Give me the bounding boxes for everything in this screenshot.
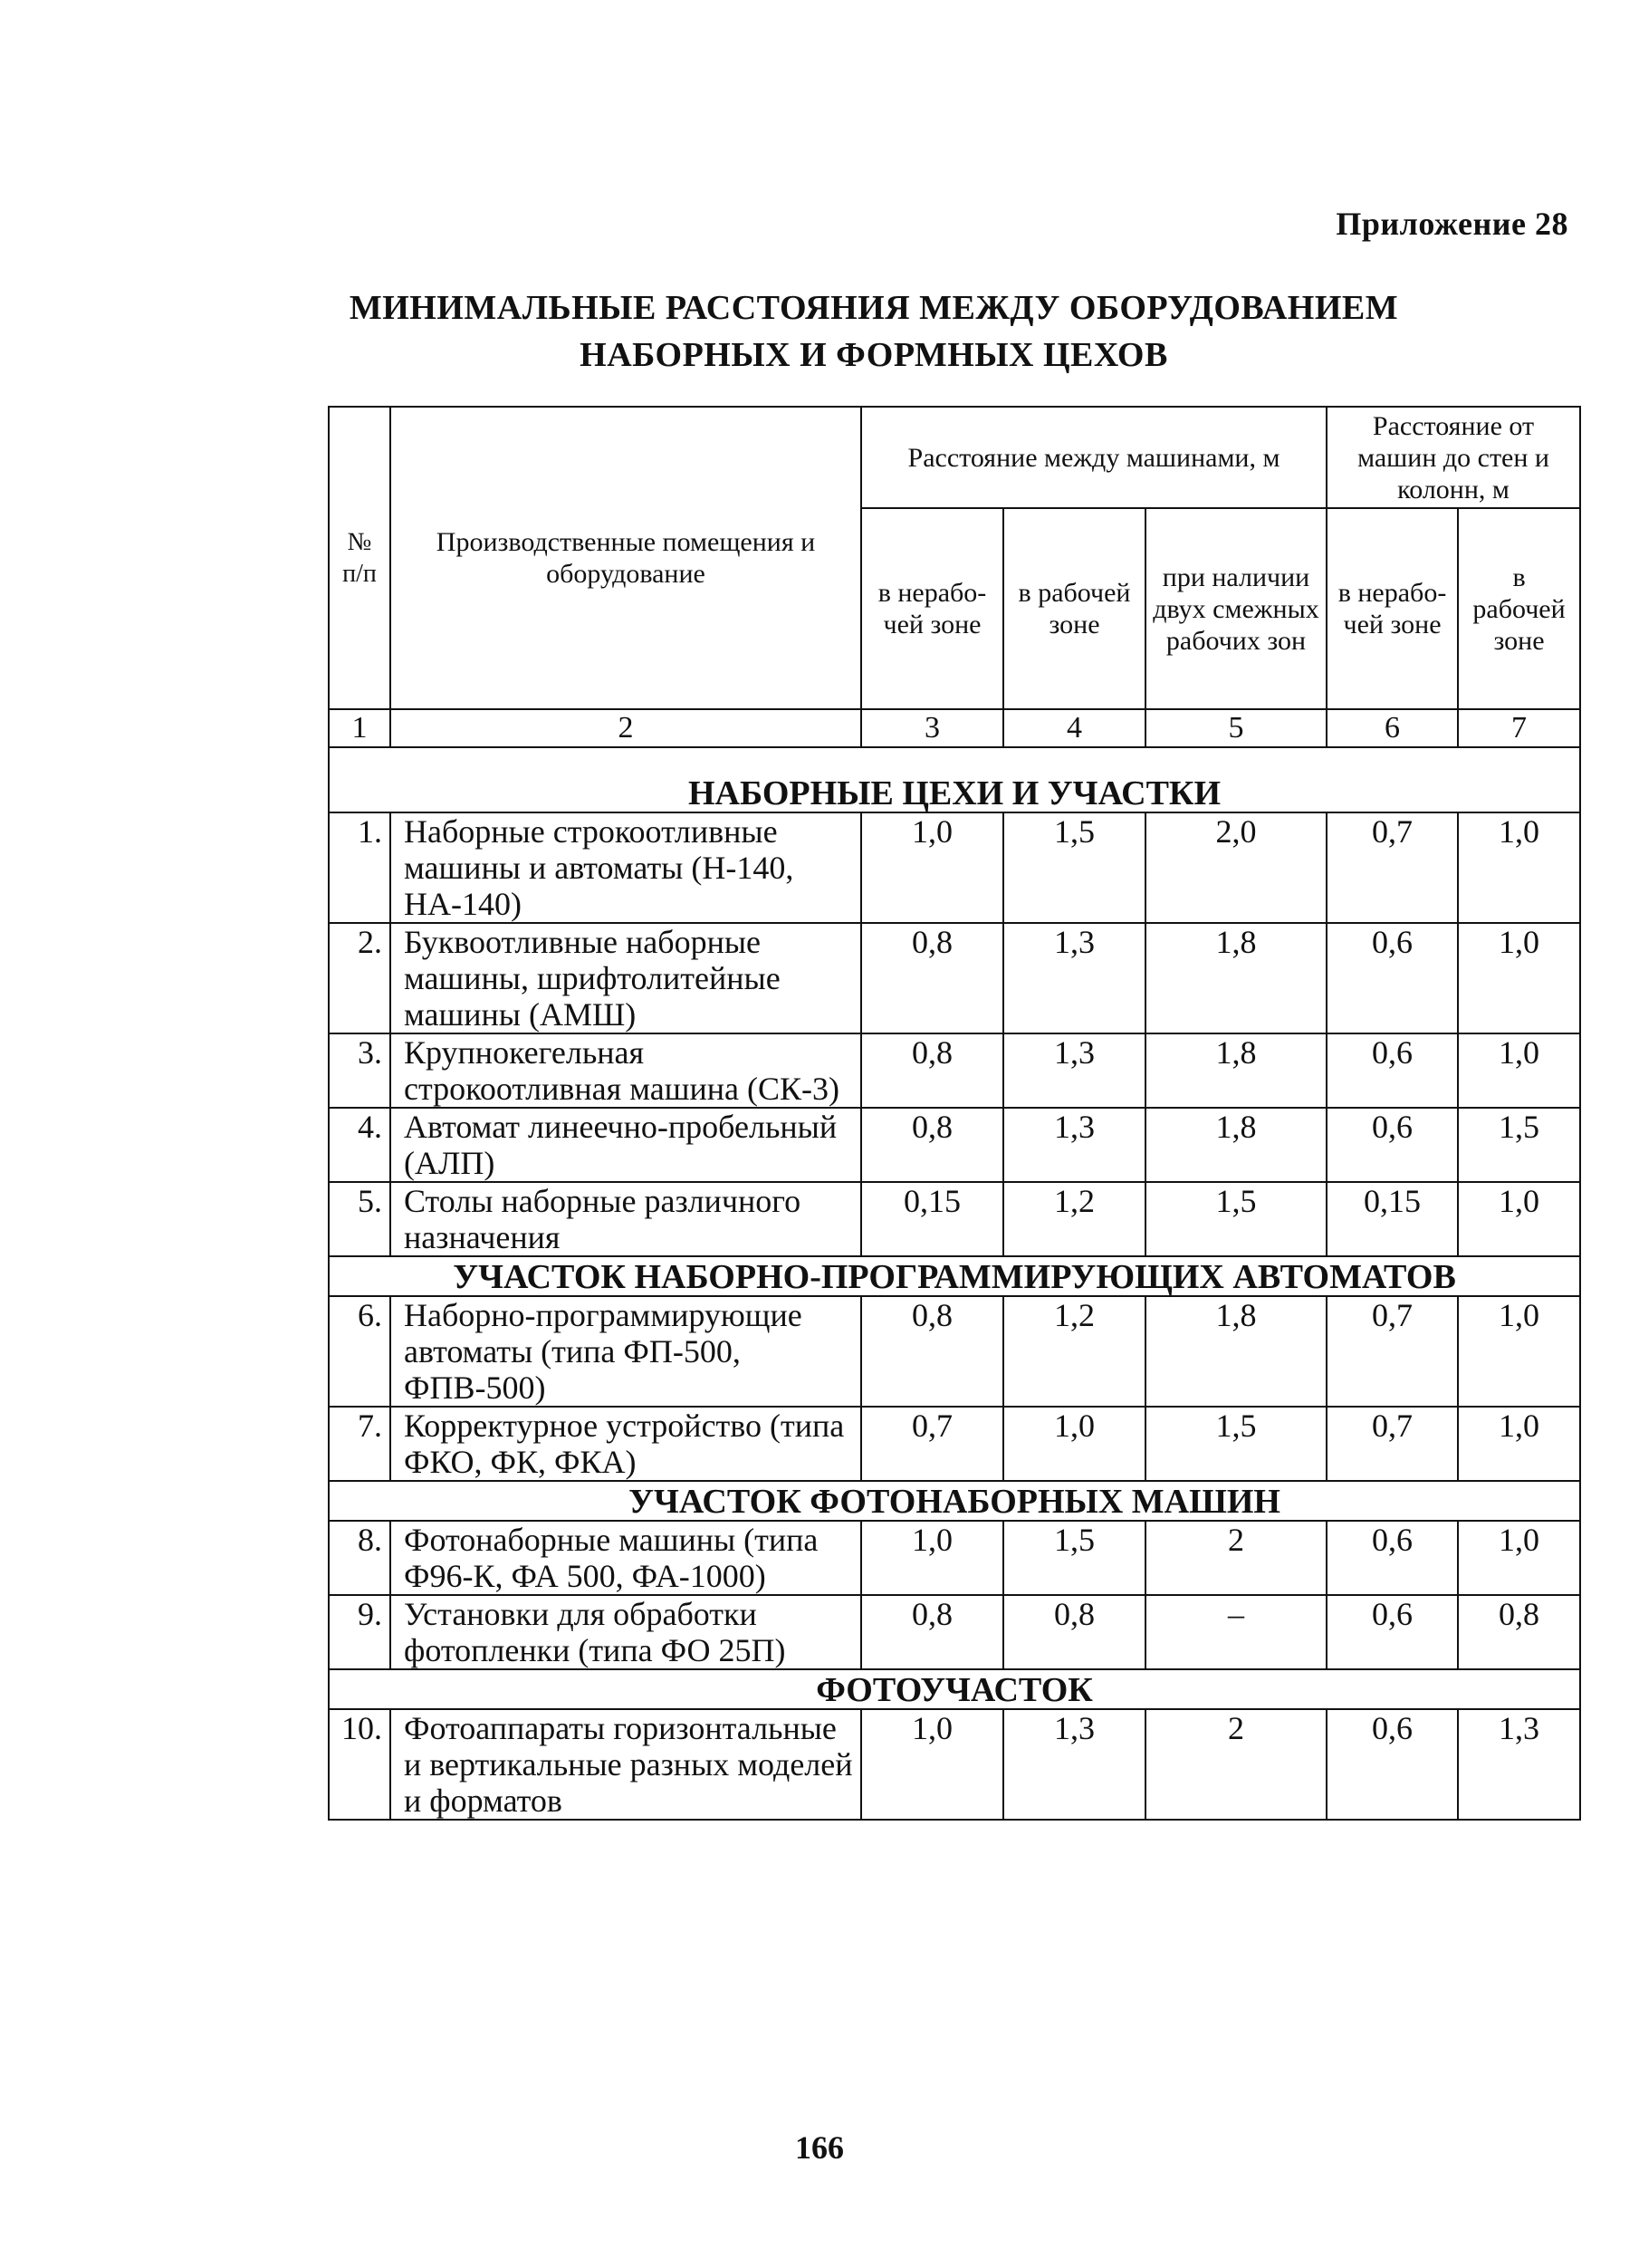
table-row bbox=[329, 923, 1580, 1033]
distance-value: 1,0 bbox=[1458, 1033, 1580, 1108]
table-row bbox=[329, 1108, 1580, 1182]
distance-value: 1,0 bbox=[1458, 812, 1580, 923]
equipment-name: Столы наборные различного назначения bbox=[390, 1182, 861, 1256]
distance-value: 2 bbox=[1145, 1709, 1327, 1820]
section-title: ФОТОУЧАСТОК bbox=[329, 1669, 1580, 1709]
title-line-1: МИНИМАЛЬНЫЕ РАССТОЯНИЯ МЕЖДУ ОБОРУДОВАНИЕМ bbox=[349, 289, 1399, 327]
header-two-adjacent-zones: при наличии двух смежных рабочих зон bbox=[1145, 508, 1327, 709]
table-row bbox=[329, 1407, 1580, 1481]
distances-table bbox=[328, 406, 1581, 1821]
row-number: 9. bbox=[329, 1595, 390, 1669]
distance-value: 0,8 bbox=[861, 1033, 1003, 1108]
table-row bbox=[329, 812, 1580, 923]
col-number: 6 bbox=[1327, 709, 1458, 747]
distance-value: 1,3 bbox=[1458, 1709, 1580, 1820]
table-row bbox=[329, 1595, 1580, 1669]
distance-value: 1,0 bbox=[1458, 1296, 1580, 1407]
row-number: 4. bbox=[329, 1108, 390, 1182]
distance-value: 1,0 bbox=[861, 1521, 1003, 1595]
table-row bbox=[329, 1296, 1580, 1407]
row-number: 8. bbox=[329, 1521, 390, 1595]
row-number: 5. bbox=[329, 1182, 390, 1256]
header-name: Производственные помещения и оборудование bbox=[390, 407, 861, 709]
distance-value: 0,6 bbox=[1327, 1709, 1458, 1820]
col-number: 4 bbox=[1003, 709, 1145, 747]
header-work-zone: в рабочей зоне bbox=[1003, 508, 1145, 709]
distance-value: – bbox=[1145, 1595, 1327, 1669]
row-number: 3. bbox=[329, 1033, 390, 1108]
page-title bbox=[0, 284, 1639, 379]
column-numbers-row bbox=[329, 709, 1580, 747]
distance-value: 1,5 bbox=[1003, 1521, 1145, 1595]
section-title: НАБОРНЫЕ ЦЕХИ И УЧАСТКИ bbox=[329, 747, 1580, 812]
distance-value: 0,6 bbox=[1327, 1108, 1458, 1182]
distance-value: 0,15 bbox=[1327, 1182, 1458, 1256]
equipment-name: Автомат линеечно-пробельный (АЛП) bbox=[390, 1108, 861, 1182]
table-row bbox=[329, 1709, 1580, 1820]
distance-value: 1,8 bbox=[1145, 923, 1327, 1033]
title-line-2: НАБОРНЫХ И ФОРМНЫХ ЦЕХОВ bbox=[580, 336, 1168, 374]
distance-value: 0,6 bbox=[1327, 1595, 1458, 1669]
distance-value: 1,3 bbox=[1003, 1108, 1145, 1182]
distance-value: 0,7 bbox=[1327, 1407, 1458, 1481]
section-title: УЧАСТОК НАБОРНО-ПРОГРАММИРУЮЩИХ АВТОМАТОВ bbox=[329, 1256, 1580, 1296]
section-header-row bbox=[329, 1481, 1580, 1521]
distance-value: 1,0 bbox=[1458, 1182, 1580, 1256]
header-non-work-zone: в нерабо-чей зоне bbox=[861, 508, 1003, 709]
row-number: 7. bbox=[329, 1407, 390, 1481]
distance-value: 1,5 bbox=[1003, 812, 1145, 923]
distance-value: 1,8 bbox=[1145, 1108, 1327, 1182]
equipment-name: Наборные строкоотливные машины и автоматы (Н-140, НА-140) bbox=[390, 812, 861, 923]
distance-value: 1,3 bbox=[1003, 1709, 1145, 1820]
page-number: 166 bbox=[795, 2129, 844, 2166]
distance-value: 1,3 bbox=[1003, 1033, 1145, 1108]
distance-value: 2,0 bbox=[1145, 812, 1327, 923]
distance-value: 0,8 bbox=[861, 1296, 1003, 1407]
header-between-machines: Расстояние между машинами, м bbox=[861, 407, 1327, 508]
equipment-name: Фотонаборные машины (типа Ф96-К, ФА 500, ФА-1000) bbox=[390, 1521, 861, 1595]
distance-value: 1,5 bbox=[1145, 1407, 1327, 1481]
col-number: 3 bbox=[861, 709, 1003, 747]
distance-value: 1,3 bbox=[1003, 923, 1145, 1033]
header-to-walls: Расстояние от машин до стен и колонн, м bbox=[1327, 407, 1580, 508]
row-number: 2. bbox=[329, 923, 390, 1033]
section-header-row bbox=[329, 747, 1580, 812]
equipment-name: Установки для обработки фотопленки (типа ФО 25П) bbox=[390, 1595, 861, 1669]
distance-value: 1,0 bbox=[861, 1709, 1003, 1820]
appendix-label: Приложение 28 bbox=[1336, 206, 1568, 242]
distance-value: 1,8 bbox=[1145, 1296, 1327, 1407]
header-wall-work-zone: в рабочей зоне bbox=[1458, 508, 1580, 709]
section-header-row bbox=[329, 1256, 1580, 1296]
distance-value: 0,6 bbox=[1327, 1521, 1458, 1595]
col-number: 2 bbox=[390, 709, 861, 747]
section-title: УЧАСТОК ФОТОНАБОРНЫХ МАШИН bbox=[329, 1481, 1580, 1521]
distance-value: 1,0 bbox=[1458, 1407, 1580, 1481]
distance-value: 0,6 bbox=[1327, 923, 1458, 1033]
distance-value: 1,0 bbox=[1003, 1407, 1145, 1481]
distance-value: 1,8 bbox=[1145, 1033, 1327, 1108]
distance-value: 0,8 bbox=[861, 1108, 1003, 1182]
equipment-name: Буквоотливные наборные машины, шрифтолитейные машины (АМШ) bbox=[390, 923, 861, 1033]
col-number: 7 bbox=[1458, 709, 1580, 747]
distance-value: 0,8 bbox=[861, 1595, 1003, 1669]
col-number: 1 bbox=[329, 709, 390, 747]
distance-value: 1,0 bbox=[1458, 1521, 1580, 1595]
distance-value: 0,8 bbox=[861, 923, 1003, 1033]
row-number: 10. bbox=[329, 1709, 390, 1820]
distance-value: 0,15 bbox=[861, 1182, 1003, 1256]
equipment-name: Корректурное устройство (типа ФКО, ФК, ФКА) bbox=[390, 1407, 861, 1481]
distance-value: 2 bbox=[1145, 1521, 1327, 1595]
distance-value: 1,5 bbox=[1145, 1182, 1327, 1256]
distance-value: 1,2 bbox=[1003, 1296, 1145, 1407]
distance-value: 0,7 bbox=[861, 1407, 1003, 1481]
distance-value: 0,8 bbox=[1003, 1595, 1145, 1669]
header-wall-non-work-zone: в нерабо-чей зоне bbox=[1327, 508, 1458, 709]
row-number: 1. bbox=[329, 812, 390, 923]
table-row bbox=[329, 1521, 1580, 1595]
equipment-name: Наборно-программирующие автоматы (типа ФП-500, ФПВ-500) bbox=[390, 1296, 861, 1407]
row-number: 6. bbox=[329, 1296, 390, 1407]
distance-value: 0,7 bbox=[1327, 812, 1458, 923]
distance-value: 1,0 bbox=[861, 812, 1003, 923]
distance-value: 1,0 bbox=[1458, 923, 1580, 1033]
distance-value: 0,7 bbox=[1327, 1296, 1458, 1407]
table-row bbox=[329, 1033, 1580, 1108]
table-row bbox=[329, 1182, 1580, 1256]
distance-value: 0,8 bbox=[1458, 1595, 1580, 1669]
equipment-name: Крупнокегельная строкоотливная машина (СК-3) bbox=[390, 1033, 861, 1108]
header-num: № п/п bbox=[329, 407, 390, 709]
col-number: 5 bbox=[1145, 709, 1327, 747]
equipment-name: Фотоаппараты горизонтальные и вертикальные разных моделей и форматов bbox=[390, 1709, 861, 1820]
section-header-row bbox=[329, 1669, 1580, 1709]
distance-value: 0,6 bbox=[1327, 1033, 1458, 1108]
distance-value: 1,5 bbox=[1458, 1108, 1580, 1182]
distance-value: 1,2 bbox=[1003, 1182, 1145, 1256]
